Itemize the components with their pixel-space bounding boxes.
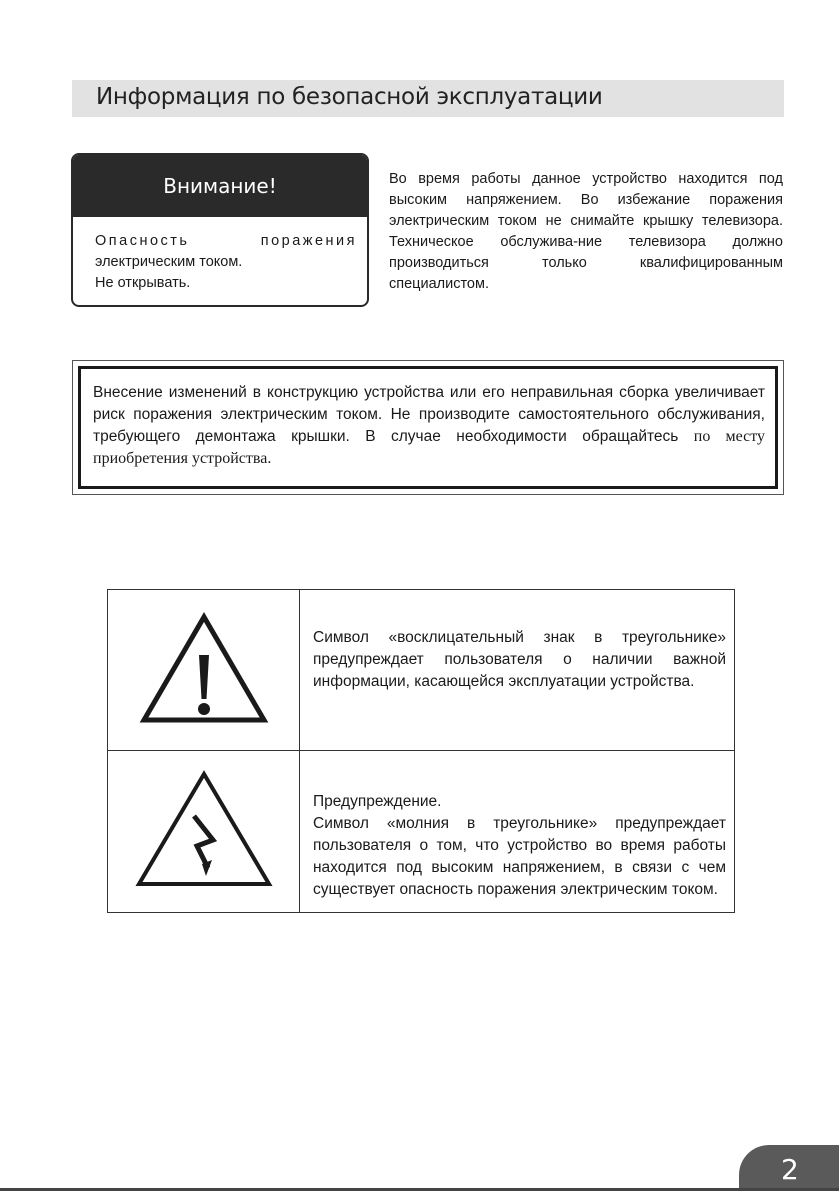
warning-title: Внимание! bbox=[73, 155, 367, 217]
notice-text: Внесение изменений в конструкцию устройства или его неправильная сборка увеличивает риск поражения электрическим током. Не производите самостоятельного обслуживания, требующего демонтажа крышки. В случае необходимости обращайтесь bbox=[93, 384, 765, 445]
high-voltage-paragraph: Во время работы данное устройство находится под высоким напряжением. Во избежание поражения электрическим током не снимайте крышку телевизора. Техническое обслужива-ние телевизора должно производиться только квалифицированным специалистом. bbox=[389, 171, 783, 292]
symbol-description-cell bbox=[300, 590, 735, 751]
notice-frame bbox=[72, 360, 784, 495]
symbol-description: Символ «восклицательный знак в треугольнике» предупреждает пользователя о наличии важной информации, касающейся эксплуатации устройства. bbox=[313, 629, 726, 690]
symbol-row bbox=[108, 590, 735, 751]
page-number: 2 bbox=[781, 1153, 799, 1186]
exclamation-triangle-icon bbox=[139, 611, 269, 725]
warning-line: Опасность поражения bbox=[95, 233, 357, 249]
notice-box bbox=[78, 366, 778, 489]
notice-text-tail: по месту приобретения устройства. bbox=[93, 428, 765, 467]
symbol-description bbox=[300, 751, 734, 901]
symbol-description-line: Предупреждение. bbox=[313, 793, 442, 810]
lightning-triangle-icon bbox=[134, 768, 274, 890]
warning-box bbox=[71, 153, 369, 307]
symbol-icon-cell bbox=[108, 590, 300, 751]
warning-line: Не открывать. bbox=[95, 275, 191, 291]
symbol-row bbox=[108, 751, 735, 913]
symbol-icon-cell bbox=[108, 751, 300, 913]
page-number-tab bbox=[739, 1145, 839, 1191]
section-header-bar bbox=[72, 80, 784, 117]
section-title: Информация по безопасной эксплуатации bbox=[96, 84, 603, 110]
warning-line: электрическим током. bbox=[95, 254, 243, 270]
warning-body bbox=[73, 217, 367, 294]
symbol-description-cell bbox=[300, 751, 735, 913]
symbol-description-line: Символ «молния в треугольнике» предупреждает пользователя о том, что устройство во время работы находится под высоким напряжением, в связи с чем существует опасность поражения электрическим током. bbox=[313, 815, 726, 898]
symbols-table bbox=[107, 589, 735, 913]
